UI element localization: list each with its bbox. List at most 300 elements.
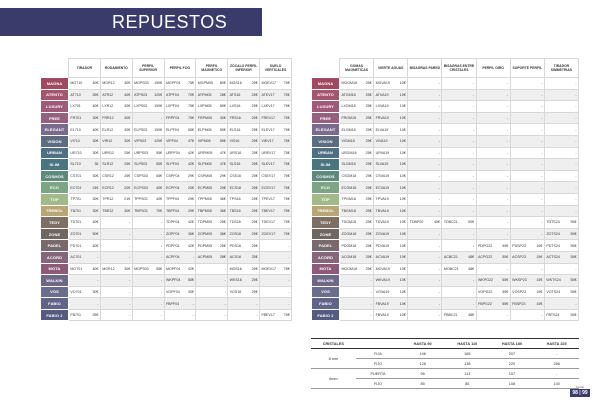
part-price: 55€ bbox=[502, 255, 509, 260]
part-price: 25€ bbox=[365, 116, 372, 121]
part-price: - bbox=[507, 104, 509, 109]
part-price: - bbox=[472, 92, 475, 97]
part-code: TDPM05 bbox=[197, 220, 212, 225]
part-price: 30€ bbox=[187, 289, 194, 294]
part-cell bbox=[132, 240, 164, 252]
part-code: EL710 bbox=[70, 127, 81, 132]
part-cell bbox=[164, 263, 196, 275]
page-title: REPUESTOS bbox=[0, 8, 262, 36]
table-row bbox=[312, 251, 579, 263]
part-cell bbox=[340, 112, 374, 124]
part-price: - bbox=[507, 208, 509, 213]
part-cell bbox=[132, 275, 164, 287]
part-price: - bbox=[129, 278, 131, 283]
part-cell bbox=[476, 101, 510, 113]
part-price: - bbox=[370, 313, 372, 318]
part-price: 10€ bbox=[399, 220, 406, 225]
part-price: 40€ bbox=[92, 81, 99, 86]
part-code: PDGM18 bbox=[341, 243, 357, 248]
part-cell bbox=[164, 170, 196, 182]
part-cell bbox=[132, 78, 164, 90]
part-price: 10€ bbox=[399, 150, 406, 155]
part-cell bbox=[100, 147, 132, 159]
part-code: PDPF04 bbox=[165, 243, 180, 248]
part-cell bbox=[69, 193, 101, 205]
part-price: - bbox=[541, 162, 543, 167]
part-code: VOVA19 bbox=[375, 289, 390, 294]
part-code: VO701 bbox=[70, 289, 82, 294]
part-cell bbox=[228, 240, 260, 252]
part-price: 150€ bbox=[154, 127, 163, 132]
part-cell bbox=[100, 159, 132, 171]
part-cell bbox=[408, 298, 442, 310]
part-price: - bbox=[541, 139, 543, 144]
table-row bbox=[41, 205, 292, 217]
part-cell bbox=[374, 78, 408, 90]
part-price: - bbox=[256, 301, 258, 306]
part-price: - bbox=[160, 255, 163, 260]
table-row bbox=[41, 78, 292, 90]
part-cell bbox=[260, 205, 292, 217]
part-price: 25€ bbox=[365, 255, 372, 260]
part-price: - bbox=[129, 313, 131, 318]
part-cell bbox=[164, 112, 196, 124]
part-code: LXPS03 bbox=[134, 104, 148, 109]
part-code: FBVA19 bbox=[375, 301, 389, 306]
part-price: 25€ bbox=[251, 255, 258, 260]
part-cell bbox=[228, 251, 260, 263]
part-cell bbox=[340, 89, 374, 101]
part-cell bbox=[408, 159, 442, 171]
part-price: 40€ bbox=[92, 266, 99, 271]
series-label: MOTA bbox=[41, 263, 69, 275]
part-cell bbox=[510, 170, 544, 182]
part-price: 10€ bbox=[399, 289, 406, 294]
part-cell bbox=[544, 89, 578, 101]
part-price: 75€ bbox=[283, 104, 290, 109]
part-price: 30€ bbox=[92, 197, 99, 202]
glass-price-table bbox=[311, 338, 579, 389]
part-code: LXEV17 bbox=[261, 104, 275, 109]
table-row bbox=[41, 193, 292, 205]
column-header: RODAMIENTO bbox=[100, 59, 132, 78]
part-code: FRGM18 bbox=[341, 116, 357, 121]
part-price: 10€ bbox=[399, 255, 406, 260]
part-price: - bbox=[288, 289, 290, 294]
part-cell bbox=[196, 240, 228, 252]
part-price: - bbox=[129, 220, 131, 225]
part-price: - bbox=[288, 301, 290, 306]
part-cell bbox=[132, 182, 164, 194]
part-cell bbox=[164, 78, 196, 90]
part-price: - bbox=[438, 185, 440, 190]
price-column-header bbox=[356, 339, 401, 349]
part-price: - bbox=[575, 174, 577, 179]
part-price: - bbox=[288, 278, 290, 283]
part-cell bbox=[544, 78, 578, 90]
part-price: - bbox=[438, 127, 440, 132]
part-code: VIS16 bbox=[229, 139, 240, 144]
part-price: 25€ bbox=[365, 185, 372, 190]
part-cell bbox=[510, 135, 544, 147]
table-row bbox=[312, 240, 579, 252]
part-price: 36€ bbox=[187, 232, 194, 237]
part-price: 10€ bbox=[399, 127, 406, 132]
part-price: - bbox=[97, 301, 99, 306]
part-code: CSS16 bbox=[229, 174, 242, 179]
part-cell bbox=[510, 159, 544, 171]
part-cell bbox=[164, 217, 196, 229]
part-cell bbox=[100, 263, 132, 275]
part-cell bbox=[260, 263, 292, 275]
part-code: ELVA19 bbox=[375, 127, 389, 132]
part-code: MOBC21 bbox=[443, 266, 459, 271]
part-price: 10€ bbox=[399, 185, 406, 190]
part-cell bbox=[442, 89, 476, 101]
part-price: 25€ bbox=[251, 289, 258, 294]
part-cell bbox=[132, 159, 164, 171]
part-cell bbox=[228, 286, 260, 298]
part-code: URR12 bbox=[102, 150, 115, 155]
part-price: 30€ bbox=[92, 208, 99, 213]
part-code: TPPF04 bbox=[165, 197, 180, 202]
part-price: 40€ bbox=[156, 197, 163, 202]
part-cell bbox=[476, 275, 510, 287]
part-code: MG710 bbox=[70, 81, 83, 86]
part-cell bbox=[164, 286, 196, 298]
price-value: 85 bbox=[445, 379, 490, 389]
part-cell bbox=[196, 309, 228, 321]
part-price: 30€ bbox=[124, 116, 131, 121]
part-code: WKTS24 bbox=[546, 278, 561, 283]
part-price: 75€ bbox=[283, 185, 290, 190]
part-cell bbox=[374, 89, 408, 101]
part-cell bbox=[132, 124, 164, 136]
price-value: 140 bbox=[534, 379, 579, 389]
part-price: 25€ bbox=[251, 266, 258, 271]
part-code: UREV17 bbox=[261, 150, 276, 155]
part-price: 47€ bbox=[219, 162, 226, 167]
part-price: - bbox=[129, 289, 131, 294]
part-cell bbox=[196, 112, 228, 124]
part-cell bbox=[164, 101, 196, 113]
part-price: - bbox=[575, 127, 577, 132]
part-cell bbox=[228, 112, 260, 124]
part-cell bbox=[544, 309, 578, 321]
part-price: 28€ bbox=[219, 92, 226, 97]
part-cell bbox=[374, 101, 408, 113]
part-cell bbox=[374, 205, 408, 217]
part-price: 25€ bbox=[365, 220, 372, 225]
part-price: - bbox=[575, 301, 577, 306]
part-code: VIVA19 bbox=[375, 139, 388, 144]
part-price: - bbox=[160, 289, 163, 294]
part-cell bbox=[476, 112, 510, 124]
part-cell bbox=[69, 275, 101, 287]
price-value: 108 bbox=[490, 379, 535, 389]
part-code: MGGM18 bbox=[341, 81, 358, 86]
part-cell bbox=[69, 101, 101, 113]
part-cell bbox=[69, 112, 101, 124]
part-price: 25€ bbox=[365, 266, 372, 271]
column-header: PERFIL GIRO bbox=[476, 59, 510, 78]
part-code: VIR12 bbox=[102, 139, 113, 144]
corner-cell bbox=[41, 59, 69, 78]
part-code: TPGM18 bbox=[341, 197, 356, 202]
part-price: 55€ bbox=[219, 104, 226, 109]
part-cell bbox=[260, 89, 292, 101]
part-price: 55€ bbox=[187, 278, 194, 283]
table-row bbox=[312, 101, 579, 113]
part-cell bbox=[260, 101, 292, 113]
part-price: 25€ bbox=[92, 92, 99, 97]
part-cell bbox=[228, 182, 260, 194]
part-code: FBPF04 bbox=[165, 301, 180, 306]
part-code: FBVA19 bbox=[375, 313, 389, 318]
part-cell bbox=[340, 101, 374, 113]
part-cell bbox=[476, 170, 510, 182]
price-value: - bbox=[534, 369, 579, 379]
part-cell bbox=[100, 124, 132, 136]
table-row bbox=[41, 263, 292, 275]
series-label: WALKIN bbox=[312, 275, 340, 287]
part-code: FBPG22 bbox=[478, 301, 492, 306]
part-price: 75€ bbox=[283, 92, 290, 97]
part-cell bbox=[408, 170, 442, 182]
part-price: 40€ bbox=[92, 104, 99, 109]
part-price: - bbox=[575, 116, 577, 121]
table-row bbox=[312, 124, 579, 136]
part-price: 10€ bbox=[399, 116, 406, 121]
part-cell bbox=[544, 251, 578, 263]
part-code: TBS16 bbox=[229, 208, 241, 213]
series-label: VISION bbox=[312, 135, 340, 147]
part-cell bbox=[374, 170, 408, 182]
part-cell bbox=[476, 205, 510, 217]
part-price: 10€ bbox=[399, 81, 406, 86]
part-code: EC701 bbox=[70, 185, 82, 190]
part-price: 55€ bbox=[502, 243, 509, 248]
part-price: - bbox=[507, 116, 509, 121]
part-cell bbox=[408, 193, 442, 205]
price-value: 128 bbox=[400, 359, 445, 369]
table-row bbox=[312, 309, 579, 321]
part-price: 29€ bbox=[219, 185, 226, 190]
part-price: - bbox=[472, 174, 475, 179]
part-cell bbox=[132, 101, 164, 113]
table-row bbox=[312, 135, 579, 147]
brand-name: Cucal bbox=[576, 385, 584, 389]
part-price: 10€ bbox=[399, 232, 406, 237]
part-code: TP701 bbox=[70, 197, 81, 202]
part-price: - bbox=[575, 162, 577, 167]
price-column-header: HASTA 90 bbox=[400, 339, 445, 349]
part-code: LXS16 bbox=[229, 104, 241, 109]
part-code: FREV17 bbox=[261, 116, 276, 121]
part-price: 30€ bbox=[92, 116, 99, 121]
part-cell bbox=[510, 298, 544, 310]
part-cell bbox=[442, 275, 476, 287]
part-price: - bbox=[256, 313, 258, 318]
part-price: - bbox=[129, 255, 131, 260]
glass-type: FIJA bbox=[356, 349, 401, 359]
series-label: ZONE bbox=[312, 228, 340, 240]
part-cell bbox=[374, 217, 408, 229]
part-code: WKVA19 bbox=[375, 278, 390, 283]
series-label: PADEL bbox=[312, 240, 340, 252]
part-price: - bbox=[438, 278, 440, 283]
part-code: FRVA19 bbox=[375, 116, 389, 121]
table-row bbox=[312, 193, 579, 205]
part-price: - bbox=[575, 208, 577, 213]
part-price: 30€ bbox=[124, 266, 131, 271]
series-label: MAGNA bbox=[312, 78, 340, 90]
part-code: AT710 bbox=[70, 92, 81, 97]
table-row bbox=[312, 147, 579, 159]
part-price: - bbox=[507, 232, 509, 237]
part-price: - bbox=[507, 174, 509, 179]
part-price: 75€ bbox=[283, 127, 290, 132]
part-code: LXR12 bbox=[102, 104, 114, 109]
part-code: TPPS03 bbox=[134, 197, 148, 202]
part-code: FBBC21 bbox=[443, 313, 458, 318]
part-code: MO701 bbox=[70, 266, 83, 271]
table-row bbox=[41, 159, 292, 171]
part-price: - bbox=[472, 116, 475, 121]
part-cell bbox=[408, 309, 442, 321]
part-code: ELGM18 bbox=[341, 127, 356, 132]
part-code: SLPS03 bbox=[134, 162, 148, 167]
series-label: URBAN bbox=[312, 147, 340, 159]
part-price: 75€ bbox=[283, 174, 290, 179]
part-cell bbox=[374, 309, 408, 321]
part-cell bbox=[510, 78, 544, 90]
part-code: TD701 bbox=[70, 220, 82, 225]
part-price: 55€ bbox=[219, 127, 226, 132]
part-price: 25€ bbox=[92, 313, 99, 318]
part-cell bbox=[374, 182, 408, 194]
part-price: 25€ bbox=[124, 150, 131, 155]
part-cell bbox=[100, 135, 132, 147]
part-cell bbox=[408, 101, 442, 113]
part-code: FRR12 bbox=[102, 116, 114, 121]
part-cell bbox=[374, 159, 408, 171]
part-cell bbox=[260, 112, 292, 124]
series-label: TREBOL bbox=[41, 205, 69, 217]
part-cell bbox=[196, 124, 228, 136]
part-cell bbox=[476, 182, 510, 194]
part-code: CS701 bbox=[70, 174, 82, 179]
series-label: TOP bbox=[312, 193, 340, 205]
part-code: SLPM05 bbox=[197, 162, 212, 167]
part-cell bbox=[476, 240, 510, 252]
part-price: - bbox=[438, 81, 440, 86]
part-price: 25€ bbox=[365, 197, 372, 202]
part-price: 75€ bbox=[283, 266, 290, 271]
part-price: - bbox=[288, 243, 290, 248]
part-price: 10€ bbox=[399, 278, 406, 283]
part-code: VIPM05 bbox=[197, 139, 211, 144]
part-cell bbox=[374, 228, 408, 240]
series-label: WALKIN bbox=[41, 275, 69, 287]
part-code: FRPM05 bbox=[197, 116, 212, 121]
part-cell bbox=[196, 205, 228, 217]
part-price: 15€ bbox=[536, 289, 543, 294]
part-cell bbox=[228, 298, 260, 310]
part-price: 25€ bbox=[365, 243, 372, 248]
part-price: - bbox=[97, 255, 99, 260]
part-code: MGR12 bbox=[102, 81, 115, 86]
part-code: ELR12 bbox=[102, 127, 114, 132]
part-price: 75€ bbox=[283, 220, 290, 225]
part-cell bbox=[69, 217, 101, 229]
part-cell bbox=[260, 170, 292, 182]
part-cell bbox=[374, 124, 408, 136]
part-cell bbox=[69, 89, 101, 101]
part-price: - bbox=[575, 150, 577, 155]
part-code: ZOGM18 bbox=[341, 232, 357, 237]
part-cell bbox=[196, 170, 228, 182]
part-price: 25€ bbox=[251, 127, 258, 132]
part-cell bbox=[164, 240, 196, 252]
series-label: FABIO 2 bbox=[41, 309, 69, 321]
part-cell bbox=[442, 193, 476, 205]
part-price: - bbox=[507, 162, 509, 167]
part-price: 20€ bbox=[124, 185, 131, 190]
part-price: - bbox=[472, 162, 475, 167]
series-label: COSMOS bbox=[41, 170, 69, 182]
part-code: TPR12 bbox=[102, 197, 114, 202]
part-code: ATEV17 bbox=[261, 92, 275, 97]
part-code: VOTS24 bbox=[546, 289, 561, 294]
price-column-header: HASTA 110 bbox=[445, 339, 490, 349]
table-row bbox=[312, 89, 579, 101]
part-cell bbox=[408, 228, 442, 240]
table-row bbox=[312, 217, 579, 229]
part-cell bbox=[69, 147, 101, 159]
part-cell bbox=[132, 193, 164, 205]
part-cell bbox=[100, 101, 132, 113]
part-price: 10€ bbox=[399, 208, 406, 213]
part-cell bbox=[476, 135, 510, 147]
part-cell bbox=[132, 263, 164, 275]
part-cell bbox=[132, 135, 164, 147]
part-price: 75€ bbox=[187, 116, 194, 121]
part-cell bbox=[100, 228, 132, 240]
part-cell bbox=[510, 124, 544, 136]
part-price: 10€ bbox=[399, 266, 406, 271]
part-cell bbox=[164, 159, 196, 171]
part-cell bbox=[260, 159, 292, 171]
table-row bbox=[41, 240, 292, 252]
price-value: 146 bbox=[400, 349, 445, 359]
part-code: ZOVA19 bbox=[375, 232, 390, 237]
part-price: - bbox=[541, 127, 543, 132]
part-cell bbox=[340, 251, 374, 263]
part-price: - bbox=[541, 208, 543, 213]
part-cell bbox=[164, 309, 196, 321]
part-price: - bbox=[472, 81, 475, 86]
part-price: - bbox=[438, 104, 440, 109]
part-code: ECEV17 bbox=[261, 185, 276, 190]
part-cell bbox=[340, 147, 374, 159]
part-cell bbox=[510, 101, 544, 113]
part-price: 150€ bbox=[154, 81, 163, 86]
part-price: 10€ bbox=[399, 104, 406, 109]
part-cell bbox=[374, 135, 408, 147]
price-value: 85 bbox=[400, 379, 445, 389]
part-price: 40€ bbox=[124, 92, 131, 97]
